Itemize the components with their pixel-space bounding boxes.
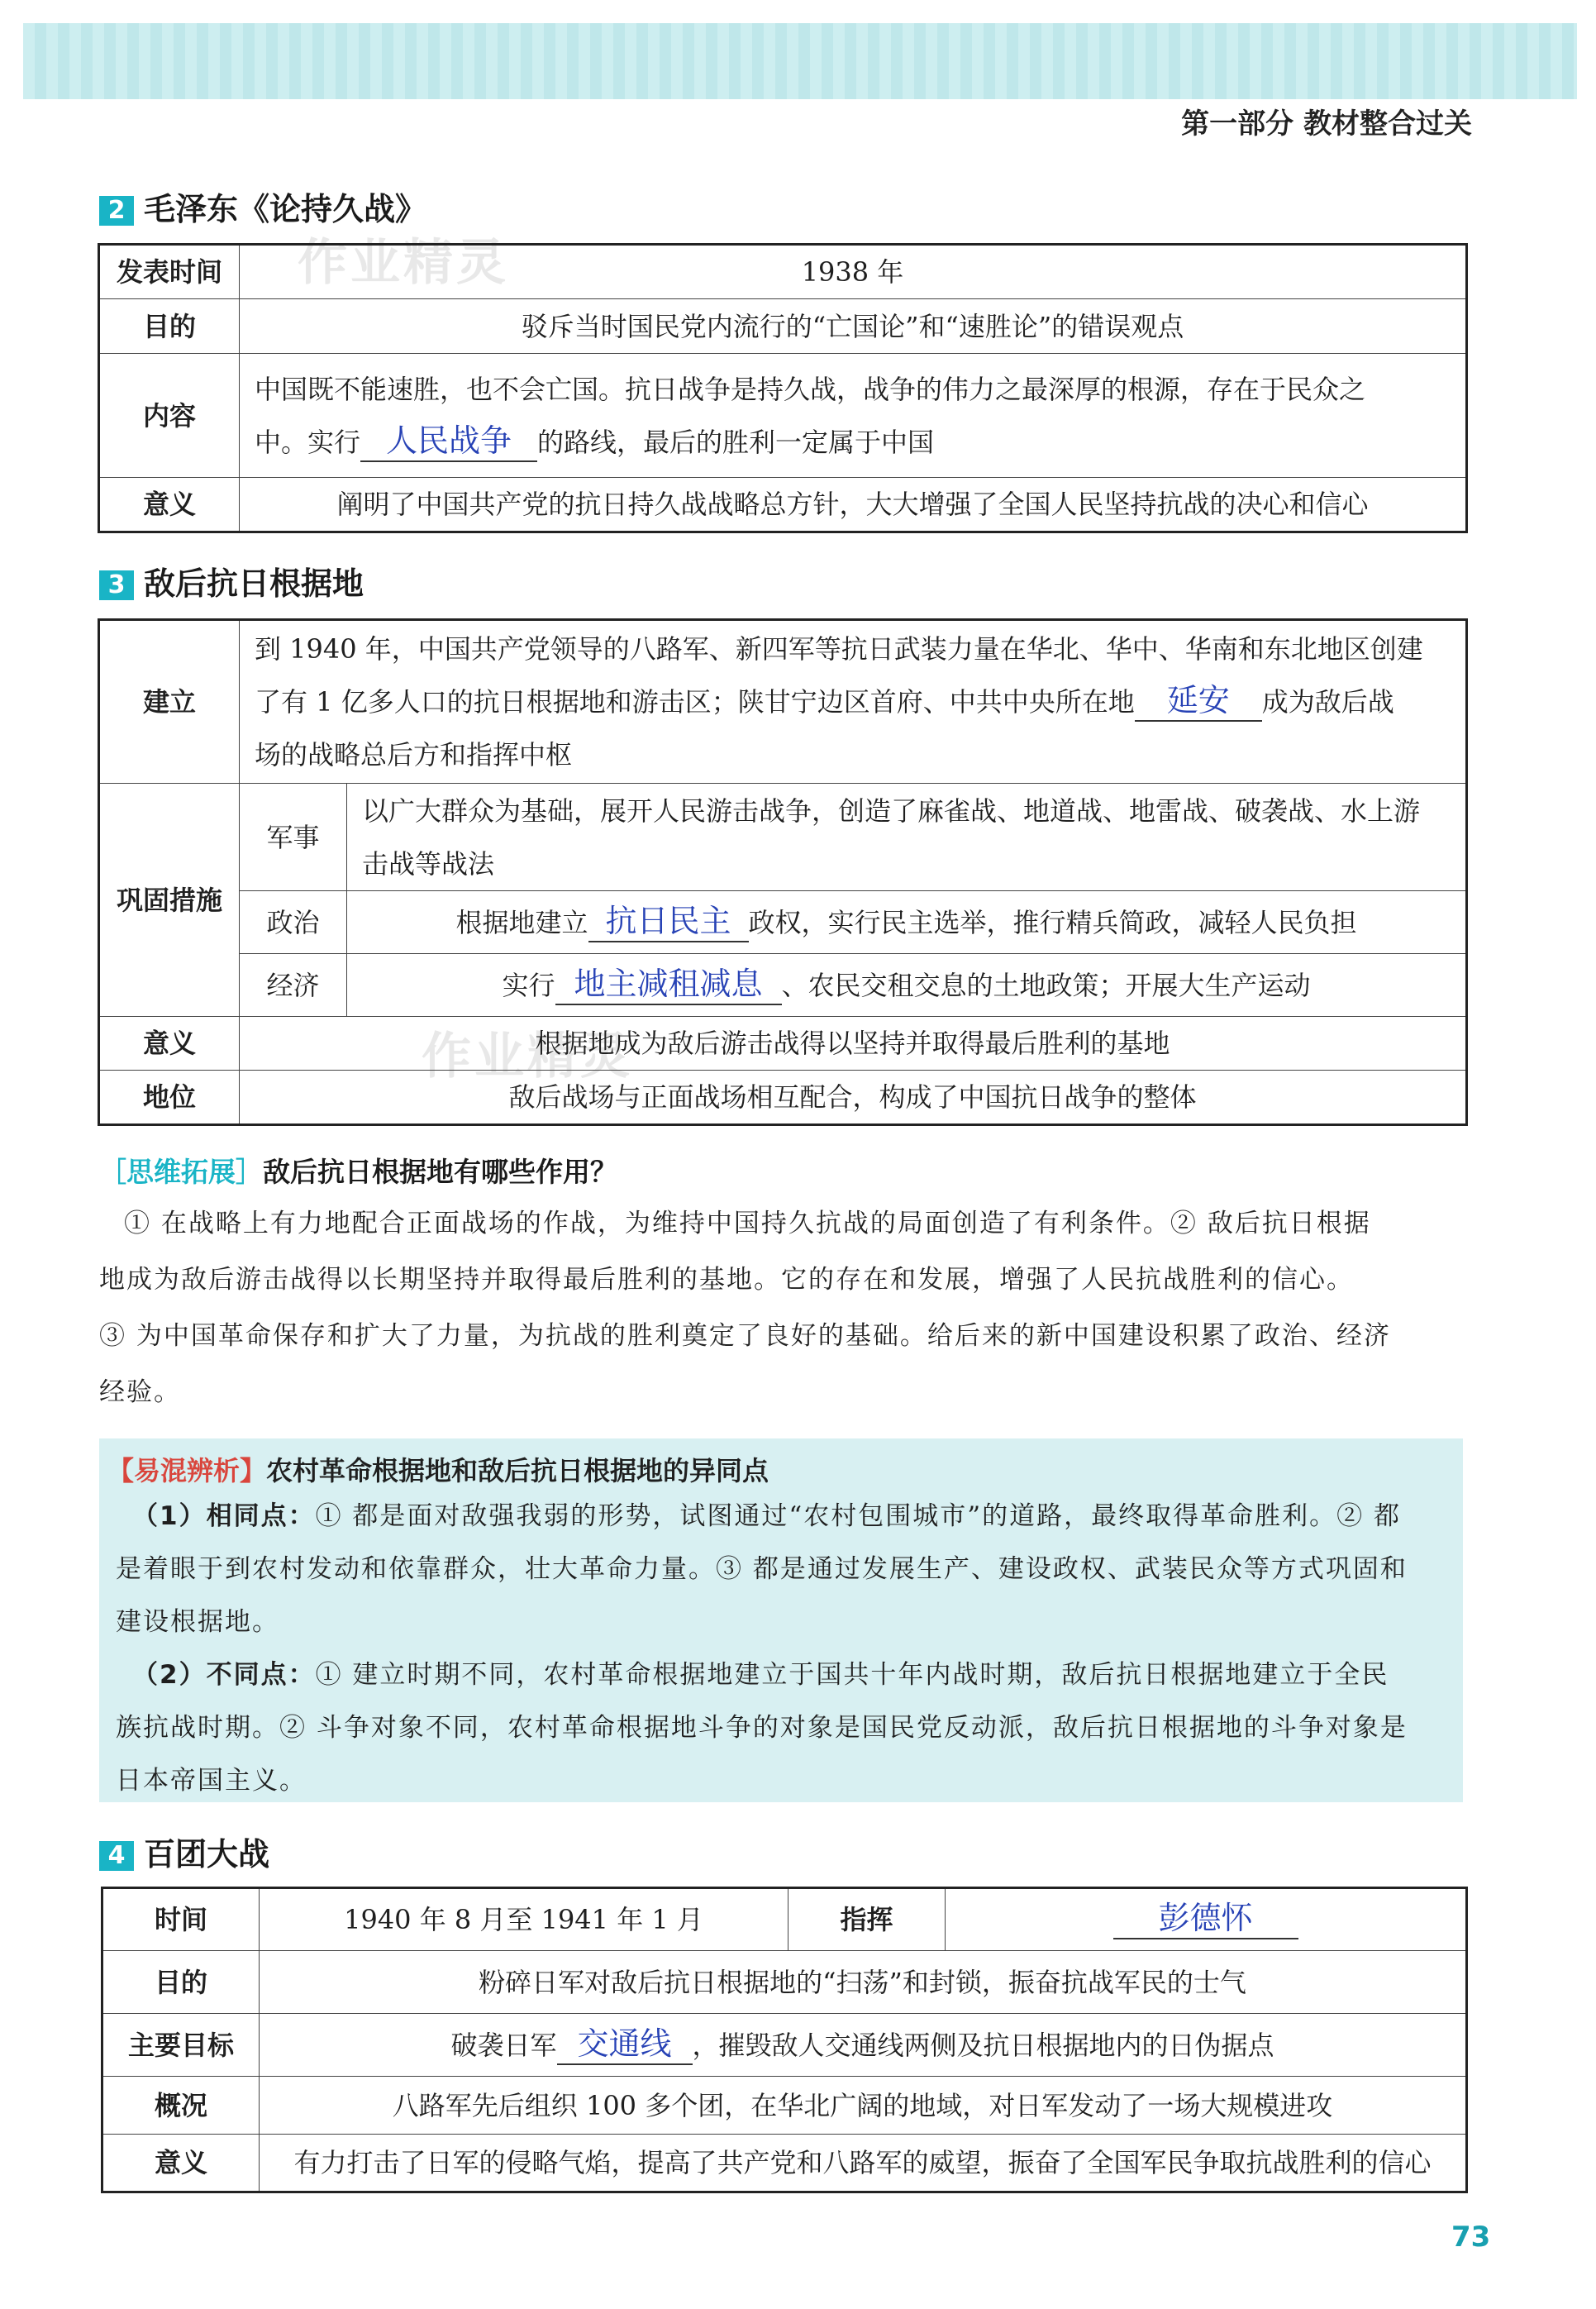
- overview-value: 八路军先后组织 100 多个团，在华北广阔的地域，对日军发动了一场大规模进攻: [260, 2077, 1467, 2135]
- content-line-2: [255, 416, 1451, 469]
- same-text-1: ① 都是面对敌强我弱的形势，试图通过“农村包围城市”的道路，最终取得革命胜利。② 都: [315, 1501, 1401, 1531]
- content-line-1: 中国既不能速胜，也不会亡国。抗日战争是持久战，战争的伟力之最深厚的根源，存在于民众之: [255, 373, 1366, 405]
- section-title-text: 敌后抗日根据地: [144, 565, 364, 602]
- content-pre: 中。实行: [255, 426, 361, 458]
- section-title-text: 百团大战: [144, 1836, 270, 1872]
- economy-post: 、农民交租交息的土地政策；开展大生产运动: [781, 969, 1311, 1001]
- diff-line-1: [132, 1648, 1455, 1701]
- same-line-1: [132, 1490, 1455, 1543]
- table-row: [99, 784, 1467, 891]
- diff-line-3: 日本帝国主义。: [116, 1766, 307, 1796]
- military-value: [347, 784, 1467, 891]
- meaning-value: 根据地成为敌后游击战得以坚持并取得最后胜利的基地: [240, 1017, 1467, 1071]
- politics-post: 政权，实行民主选举，推行精兵简政，减轻人民负担: [748, 906, 1357, 938]
- meaning-label: 意义: [99, 1017, 240, 1071]
- commander-value: [946, 1888, 1467, 1951]
- thinking-answer: [124, 1195, 1471, 1252]
- same-line-3: 建设根据地。: [116, 1607, 279, 1637]
- page-number: 73: [1451, 2221, 1491, 2254]
- table-row: [102, 1951, 1467, 2014]
- table-row: [99, 1071, 1467, 1125]
- meaning-value: 有力打击了日军的侵略气焰，提高了共产党和八路军的威望，振奋了全国军民争取抗战胜利的信心: [260, 2135, 1467, 2192]
- meaning-label: 意义: [99, 478, 240, 532]
- commander-label: 指挥: [788, 1888, 946, 1951]
- same-label: （1）相同点：: [132, 1501, 316, 1531]
- confusion-tag: 【易混辨析】: [107, 1455, 267, 1486]
- table-row: [102, 2135, 1467, 2192]
- fill-answer: 抗日民主: [588, 901, 749, 942]
- top-banner: [23, 23, 1577, 99]
- politics-value: [347, 891, 1467, 954]
- same-line-2: 是着眼于到农村发动和依靠群众，壮大革命力量。③ 都是通过发展生产、建设政权、武装民众等方式巩固和: [116, 1554, 1408, 1584]
- build-value: [240, 620, 1467, 784]
- overview-label: 概况: [102, 2077, 260, 2135]
- diff-label: （2）不同点：: [132, 1660, 316, 1690]
- confusion-analysis-box: [99, 1438, 1463, 1802]
- section-number: 3: [99, 570, 134, 600]
- diff-line-2: 族抗战时期。② 斗争对象不同，农村革命根据地斗争的对象是国民党反动派，敌后抗日根据地的斗争对象是: [116, 1713, 1408, 1743]
- target-pre: 破袭日军: [450, 2029, 557, 2061]
- content-post: 的路线，最后的胜利一定属于中国: [537, 426, 935, 458]
- build-line-2: [255, 675, 1451, 728]
- economy-label: 经济: [240, 954, 347, 1017]
- fill-answer: 人民战争: [360, 421, 537, 462]
- fill-answer: 彭德怀: [1113, 1898, 1298, 1939]
- content-value: [240, 354, 1467, 478]
- target-label: 主要目标: [102, 2014, 260, 2077]
- part-header: 第一部分 教材整合过关: [1181, 107, 1472, 141]
- table-row: [99, 891, 1467, 954]
- table-row: [102, 2014, 1467, 2077]
- confusion-title: 农村革命根据地和敌后抗日根据地的异同点: [266, 1455, 769, 1486]
- table-row: [99, 354, 1467, 478]
- economy-pre: 实行: [502, 969, 555, 1001]
- politics-pre: 根据地建立: [455, 906, 588, 938]
- target-value: [260, 2014, 1467, 2077]
- build-line-3: 场的战略总后方和指挥中枢: [255, 739, 573, 770]
- time-value: 1938 年: [240, 245, 1467, 299]
- goal-label: 目的: [102, 1951, 260, 2014]
- section-2-title: [99, 184, 426, 229]
- thinking-extension-label: [99, 1151, 617, 1190]
- politics-label: 政治: [240, 891, 347, 954]
- status-value: 敌后战场与正面战场相互配合，构成了中国抗日战争的整体: [240, 1071, 1467, 1125]
- fill-answer: 交通线: [557, 2024, 693, 2065]
- economy-value: [347, 954, 1467, 1017]
- thinking-line-3: ③ 为中国革命保存和扩大了力量，为抗战的胜利奠定了良好的基础。给后来的新中国建设积累了政治、经济: [99, 1321, 1391, 1351]
- section-number: 2: [99, 196, 134, 226]
- sec3-table: [98, 618, 1468, 1126]
- thinking-line-4: 经验。: [99, 1377, 181, 1407]
- build-label: 建立: [99, 620, 240, 784]
- thinking-question: 敌后抗日根据地有哪些作用？: [263, 1156, 617, 1188]
- military-line-2: 击战等战法: [362, 847, 495, 880]
- table-row: [102, 2077, 1467, 2135]
- target-post: ，摧毁敌人交通线两侧及抗日根据地内的日伪据点: [692, 2029, 1274, 2061]
- table-row: [99, 620, 1467, 784]
- time-value: 1940 年 8 月至 1941 年 1 月: [260, 1888, 788, 1951]
- thinking-line-1: ① 在战略上有力地配合正面战场的作战，为维持中国持久抗战的局面创造了有利条件。② 敌后抗日根据: [124, 1209, 1371, 1238]
- table-row: [102, 1888, 1467, 1951]
- table-row: [99, 478, 1467, 532]
- fill-answer: 地主减租减息: [555, 964, 782, 1005]
- build-post: 成为敌后战: [1261, 686, 1394, 718]
- status-label: 地位: [99, 1071, 240, 1125]
- meaning-value: 阐明了中国共产党的抗日持久战战略总方针，大大增强了全国人民坚持抗战的决心和信心: [240, 478, 1467, 532]
- section-3-title: [99, 558, 364, 603]
- sec4-table: [101, 1887, 1468, 2193]
- goal-value: 驳斥当时国民党内流行的“亡国论”和“速胜论”的错误观点: [240, 299, 1467, 354]
- table-row: [99, 1017, 1467, 1071]
- consolidate-label: 巩固措施: [99, 784, 240, 1017]
- section-title-text: 毛泽东《论持久战》: [144, 191, 427, 227]
- meaning-label: 意义: [102, 2135, 260, 2192]
- fill-answer: 延安: [1135, 680, 1262, 722]
- watermark: 作业精灵: [422, 1028, 633, 1085]
- time-label: 时间: [102, 1888, 260, 1951]
- thinking-answer-cont: [99, 1252, 1471, 1420]
- time-label: 发表时间: [99, 245, 240, 299]
- build-pre: 了有 1 亿多人口的抗日根据地和游击区；陕甘宁边区首府、中共中央所在地: [255, 686, 1135, 718]
- table-row: [99, 245, 1467, 299]
- content-label: 内容: [99, 354, 240, 478]
- build-line-1: 到 1940 年，中国共产党领导的八路军、新四军等抗日武装力量在华北、华中、华南和东北地区创建: [255, 633, 1423, 665]
- military-line-1: 以广大群众为基础，展开人民游击战争，创造了麻雀战、地道战、地雷战、破袭战、水上游: [362, 794, 1421, 827]
- sec2-table: [98, 243, 1468, 533]
- diff-text-1: ① 建立时期不同，农村革命根据地建立于国共十年内战时期，敌后抗日根据地建立于全民: [315, 1660, 1389, 1690]
- goal-value: 粉碎日军对敌后抗日根据地的“扫荡”和封锁，振奋抗战军民的士气: [260, 1951, 1467, 2014]
- thinking-tag: ［思维拓展］: [99, 1156, 263, 1188]
- section-4-title: [99, 1829, 269, 1874]
- thinking-line-2: 地成为敌后游击战得以长期坚持并取得最后胜利的基地。它的存在和发展，增强了人民抗战胜利的信心。: [99, 1265, 1354, 1295]
- section-number: 4: [99, 1841, 134, 1871]
- military-label: 军事: [240, 784, 347, 891]
- table-row: [99, 299, 1467, 354]
- table-row: [99, 954, 1467, 1017]
- watermark: 作业精灵: [298, 234, 509, 292]
- confusion-label: [107, 1450, 769, 1488]
- goal-label: 目的: [99, 299, 240, 354]
